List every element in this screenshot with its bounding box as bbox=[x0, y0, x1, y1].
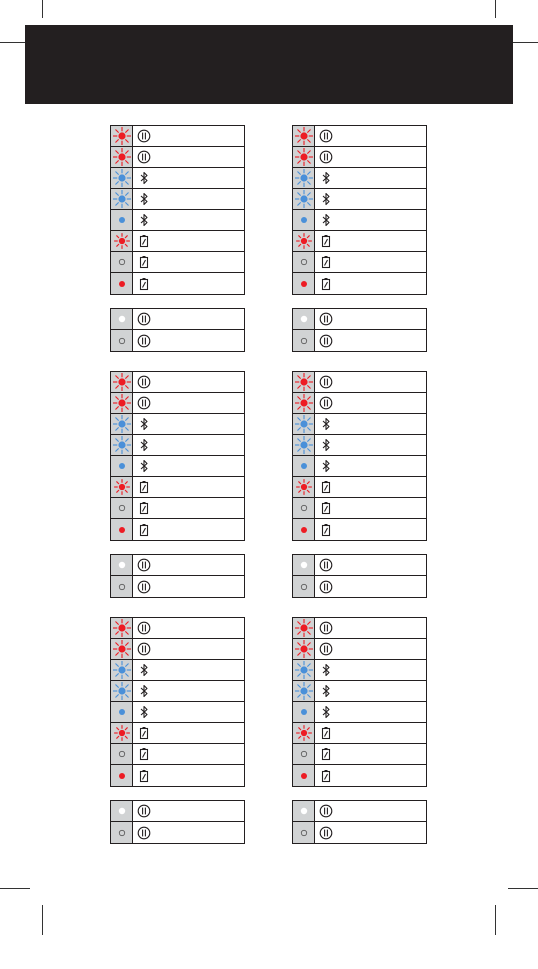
description-cell bbox=[155, 435, 244, 455]
power-icon bbox=[315, 576, 337, 597]
blue-flash-icon bbox=[293, 660, 315, 680]
description-cell bbox=[337, 210, 426, 230]
bluetooth-icon bbox=[315, 414, 337, 434]
red-flash-icon bbox=[293, 639, 315, 659]
red-flash-icon bbox=[293, 126, 315, 146]
table-row bbox=[111, 309, 244, 330]
description-cell bbox=[155, 414, 244, 434]
crop-mark bbox=[495, 0, 496, 18]
table-row bbox=[111, 576, 244, 597]
table-row bbox=[293, 126, 426, 147]
description-cell bbox=[337, 681, 426, 701]
led-power-table bbox=[110, 554, 245, 598]
off-circle-icon bbox=[293, 498, 315, 518]
off-circle-icon bbox=[293, 822, 315, 843]
power-icon bbox=[315, 147, 337, 167]
table-row bbox=[293, 519, 426, 540]
red-flash-small-icon bbox=[293, 477, 315, 497]
table-row bbox=[111, 189, 244, 210]
white-dot-icon bbox=[293, 801, 315, 821]
description-cell bbox=[337, 414, 426, 434]
red-dot-icon bbox=[111, 519, 133, 540]
bluetooth-icon bbox=[133, 456, 155, 476]
table-row bbox=[111, 660, 244, 681]
table-row bbox=[293, 744, 426, 765]
power-icon bbox=[315, 372, 337, 392]
off-circle-icon bbox=[293, 576, 315, 597]
red-flash-icon bbox=[293, 372, 315, 392]
white-dot-icon bbox=[293, 309, 315, 329]
blue-dot-icon bbox=[111, 210, 133, 230]
table-row bbox=[293, 477, 426, 498]
red-flash-icon bbox=[111, 147, 133, 167]
description-cell bbox=[155, 126, 244, 146]
table-row bbox=[293, 273, 426, 294]
table-row bbox=[111, 618, 244, 639]
crop-mark bbox=[0, 888, 30, 889]
table-row bbox=[111, 252, 244, 273]
description-cell bbox=[155, 744, 244, 764]
table-row bbox=[293, 822, 426, 843]
description-cell bbox=[337, 639, 426, 659]
led-status-table bbox=[110, 617, 245, 787]
blue-dot-icon bbox=[293, 702, 315, 722]
table-row bbox=[293, 456, 426, 477]
power-icon bbox=[133, 639, 155, 659]
description-cell bbox=[337, 723, 426, 743]
led-power-table bbox=[110, 308, 245, 352]
power-icon bbox=[133, 126, 155, 146]
power-icon bbox=[133, 555, 155, 575]
table-row bbox=[293, 147, 426, 168]
description-cell bbox=[337, 660, 426, 680]
table-row bbox=[293, 555, 426, 576]
description-cell bbox=[337, 477, 426, 497]
off-circle-icon bbox=[111, 252, 133, 272]
table-row bbox=[111, 330, 244, 351]
led-power-table bbox=[292, 308, 427, 352]
table-row bbox=[293, 498, 426, 519]
red-flash-small-icon bbox=[293, 231, 315, 251]
power-icon bbox=[315, 822, 337, 843]
bluetooth-icon bbox=[315, 681, 337, 701]
blue-flash-icon bbox=[293, 435, 315, 455]
blue-flash-icon bbox=[293, 189, 315, 209]
off-circle-icon bbox=[293, 744, 315, 764]
power-icon bbox=[133, 372, 155, 392]
red-flash-icon bbox=[293, 393, 315, 413]
bluetooth-icon bbox=[133, 681, 155, 701]
table-row bbox=[111, 519, 244, 540]
power-icon bbox=[133, 822, 155, 843]
off-circle-icon bbox=[111, 498, 133, 518]
description-cell bbox=[337, 576, 426, 597]
blue-flash-icon bbox=[293, 681, 315, 701]
description-cell bbox=[155, 147, 244, 167]
red-dot-icon bbox=[111, 273, 133, 294]
description-cell bbox=[155, 372, 244, 392]
description-cell bbox=[155, 576, 244, 597]
red-dot-icon bbox=[293, 273, 315, 294]
description-cell bbox=[337, 309, 426, 329]
bluetooth-icon bbox=[315, 189, 337, 209]
white-dot-icon bbox=[111, 309, 133, 329]
bluetooth-icon bbox=[133, 660, 155, 680]
crop-mark bbox=[42, 0, 43, 18]
led-status-table bbox=[110, 371, 245, 541]
table-row bbox=[111, 702, 244, 723]
description-cell bbox=[337, 126, 426, 146]
off-circle-icon bbox=[293, 252, 315, 272]
table-row bbox=[293, 210, 426, 231]
power-icon bbox=[315, 309, 337, 329]
description-cell bbox=[155, 456, 244, 476]
battery-icon bbox=[315, 231, 337, 251]
red-flash-icon bbox=[111, 639, 133, 659]
battery-icon bbox=[133, 765, 155, 786]
off-circle-icon bbox=[111, 330, 133, 351]
white-dot-icon bbox=[293, 555, 315, 575]
table-row bbox=[293, 372, 426, 393]
red-dot-icon bbox=[111, 765, 133, 786]
power-icon bbox=[315, 639, 337, 659]
description-cell bbox=[337, 702, 426, 722]
led-power-table bbox=[292, 800, 427, 844]
battery-icon bbox=[133, 723, 155, 743]
table-row bbox=[111, 744, 244, 765]
table-row bbox=[293, 723, 426, 744]
red-flash-icon bbox=[111, 372, 133, 392]
bluetooth-icon bbox=[315, 435, 337, 455]
description-cell bbox=[155, 330, 244, 351]
description-cell bbox=[337, 555, 426, 575]
battery-icon bbox=[315, 519, 337, 540]
description-cell bbox=[337, 498, 426, 518]
description-cell bbox=[155, 498, 244, 518]
bluetooth-icon bbox=[315, 702, 337, 722]
bluetooth-icon bbox=[315, 210, 337, 230]
crop-mark bbox=[495, 905, 496, 935]
red-flash-icon bbox=[111, 126, 133, 146]
blue-flash-icon bbox=[293, 168, 315, 188]
description-cell bbox=[337, 744, 426, 764]
red-flash-small-icon bbox=[293, 723, 315, 743]
table-row bbox=[293, 801, 426, 822]
table-row bbox=[111, 147, 244, 168]
crop-mark bbox=[508, 888, 538, 889]
power-icon bbox=[133, 147, 155, 167]
blue-dot-icon bbox=[293, 456, 315, 476]
red-flash-small-icon bbox=[111, 477, 133, 497]
table-row bbox=[111, 681, 244, 702]
power-icon bbox=[133, 576, 155, 597]
led-status-table bbox=[110, 125, 245, 295]
table-row bbox=[293, 618, 426, 639]
table-row bbox=[293, 252, 426, 273]
description-cell bbox=[155, 231, 244, 251]
description-cell bbox=[337, 330, 426, 351]
table-row bbox=[111, 168, 244, 189]
battery-icon bbox=[315, 477, 337, 497]
description-cell bbox=[337, 435, 426, 455]
battery-icon bbox=[133, 252, 155, 272]
blue-flash-icon bbox=[111, 435, 133, 455]
power-icon bbox=[315, 330, 337, 351]
red-flash-small-icon bbox=[111, 231, 133, 251]
bluetooth-icon bbox=[133, 702, 155, 722]
power-icon bbox=[133, 309, 155, 329]
table-row bbox=[111, 393, 244, 414]
table-row bbox=[111, 639, 244, 660]
description-cell bbox=[155, 168, 244, 188]
crop-mark bbox=[42, 905, 43, 935]
table-row bbox=[111, 498, 244, 519]
table-row bbox=[111, 456, 244, 477]
table-row bbox=[293, 435, 426, 456]
table-row bbox=[111, 273, 244, 294]
description-cell bbox=[155, 189, 244, 209]
table-row bbox=[293, 231, 426, 252]
table-row bbox=[111, 555, 244, 576]
table-row bbox=[111, 822, 244, 843]
table-row bbox=[293, 639, 426, 660]
battery-icon bbox=[315, 723, 337, 743]
battery-icon bbox=[315, 252, 337, 272]
description-cell bbox=[155, 801, 244, 821]
red-flash-icon bbox=[293, 147, 315, 167]
description-cell bbox=[155, 519, 244, 540]
description-cell bbox=[155, 618, 244, 638]
blue-flash-icon bbox=[111, 168, 133, 188]
description-cell bbox=[337, 801, 426, 821]
bluetooth-icon bbox=[133, 414, 155, 434]
red-flash-icon bbox=[111, 393, 133, 413]
table-row bbox=[293, 309, 426, 330]
power-icon bbox=[133, 801, 155, 821]
bluetooth-icon bbox=[315, 456, 337, 476]
description-cell bbox=[155, 639, 244, 659]
bluetooth-icon bbox=[315, 660, 337, 680]
description-cell bbox=[155, 309, 244, 329]
power-icon bbox=[133, 330, 155, 351]
description-cell bbox=[155, 252, 244, 272]
bluetooth-icon bbox=[133, 435, 155, 455]
description-cell bbox=[155, 723, 244, 743]
table-row bbox=[111, 801, 244, 822]
power-icon bbox=[133, 393, 155, 413]
description-cell bbox=[155, 822, 244, 843]
bluetooth-icon bbox=[133, 210, 155, 230]
battery-icon bbox=[315, 273, 337, 294]
bluetooth-icon bbox=[315, 168, 337, 188]
blue-flash-icon bbox=[293, 414, 315, 434]
led-power-table bbox=[110, 800, 245, 844]
description-cell bbox=[155, 681, 244, 701]
description-cell bbox=[155, 765, 244, 786]
blue-dot-icon bbox=[111, 456, 133, 476]
table-row bbox=[293, 189, 426, 210]
battery-icon bbox=[315, 498, 337, 518]
blue-dot-icon bbox=[293, 210, 315, 230]
table-row bbox=[293, 414, 426, 435]
battery-icon bbox=[133, 744, 155, 764]
battery-icon bbox=[133, 498, 155, 518]
led-status-table bbox=[292, 125, 427, 295]
red-flash-icon bbox=[111, 618, 133, 638]
table-row bbox=[293, 660, 426, 681]
description-cell bbox=[337, 393, 426, 413]
description-cell bbox=[337, 189, 426, 209]
power-icon bbox=[315, 801, 337, 821]
description-cell bbox=[155, 702, 244, 722]
blue-flash-icon bbox=[111, 660, 133, 680]
led-power-table bbox=[292, 554, 427, 598]
table-row bbox=[293, 681, 426, 702]
table-row bbox=[111, 723, 244, 744]
red-dot-icon bbox=[293, 765, 315, 786]
header-bar bbox=[25, 25, 513, 104]
description-cell bbox=[337, 231, 426, 251]
battery-icon bbox=[133, 477, 155, 497]
off-circle-icon bbox=[111, 576, 133, 597]
table-row bbox=[111, 765, 244, 786]
description-cell bbox=[337, 273, 426, 294]
description-cell bbox=[155, 660, 244, 680]
off-circle-icon bbox=[293, 330, 315, 351]
table-row bbox=[111, 210, 244, 231]
bluetooth-icon bbox=[133, 168, 155, 188]
power-icon bbox=[315, 126, 337, 146]
description-cell bbox=[337, 252, 426, 272]
description-cell bbox=[155, 555, 244, 575]
red-flash-small-icon bbox=[111, 723, 133, 743]
description-cell bbox=[337, 147, 426, 167]
table-row bbox=[111, 126, 244, 147]
table-row bbox=[111, 435, 244, 456]
description-cell bbox=[337, 519, 426, 540]
table-row bbox=[293, 702, 426, 723]
power-icon bbox=[315, 555, 337, 575]
battery-icon bbox=[315, 765, 337, 786]
bluetooth-icon bbox=[133, 189, 155, 209]
table-row bbox=[293, 393, 426, 414]
description-cell bbox=[337, 372, 426, 392]
table-row bbox=[111, 477, 244, 498]
table-row bbox=[293, 576, 426, 597]
battery-icon bbox=[315, 744, 337, 764]
power-icon bbox=[315, 618, 337, 638]
table-row bbox=[111, 372, 244, 393]
power-icon bbox=[133, 618, 155, 638]
table-row bbox=[111, 231, 244, 252]
description-cell bbox=[337, 618, 426, 638]
blue-flash-icon bbox=[111, 681, 133, 701]
description-cell bbox=[337, 822, 426, 843]
off-circle-icon bbox=[111, 822, 133, 843]
led-status-table bbox=[292, 617, 427, 787]
off-circle-icon bbox=[111, 744, 133, 764]
battery-icon bbox=[133, 519, 155, 540]
white-dot-icon bbox=[111, 801, 133, 821]
battery-icon bbox=[133, 231, 155, 251]
description-cell bbox=[155, 477, 244, 497]
blue-flash-icon bbox=[111, 189, 133, 209]
red-dot-icon bbox=[293, 519, 315, 540]
led-status-table bbox=[292, 371, 427, 541]
description-cell bbox=[337, 765, 426, 786]
description-cell bbox=[337, 456, 426, 476]
white-dot-icon bbox=[111, 555, 133, 575]
red-flash-icon bbox=[293, 618, 315, 638]
power-icon bbox=[315, 393, 337, 413]
blue-flash-icon bbox=[111, 414, 133, 434]
blue-dot-icon bbox=[111, 702, 133, 722]
table-row bbox=[293, 765, 426, 786]
description-cell bbox=[337, 168, 426, 188]
table-row bbox=[293, 168, 426, 189]
table-row bbox=[111, 414, 244, 435]
table-row bbox=[293, 330, 426, 351]
battery-icon bbox=[133, 273, 155, 294]
description-cell bbox=[155, 273, 244, 294]
description-cell bbox=[155, 393, 244, 413]
description-cell bbox=[155, 210, 244, 230]
